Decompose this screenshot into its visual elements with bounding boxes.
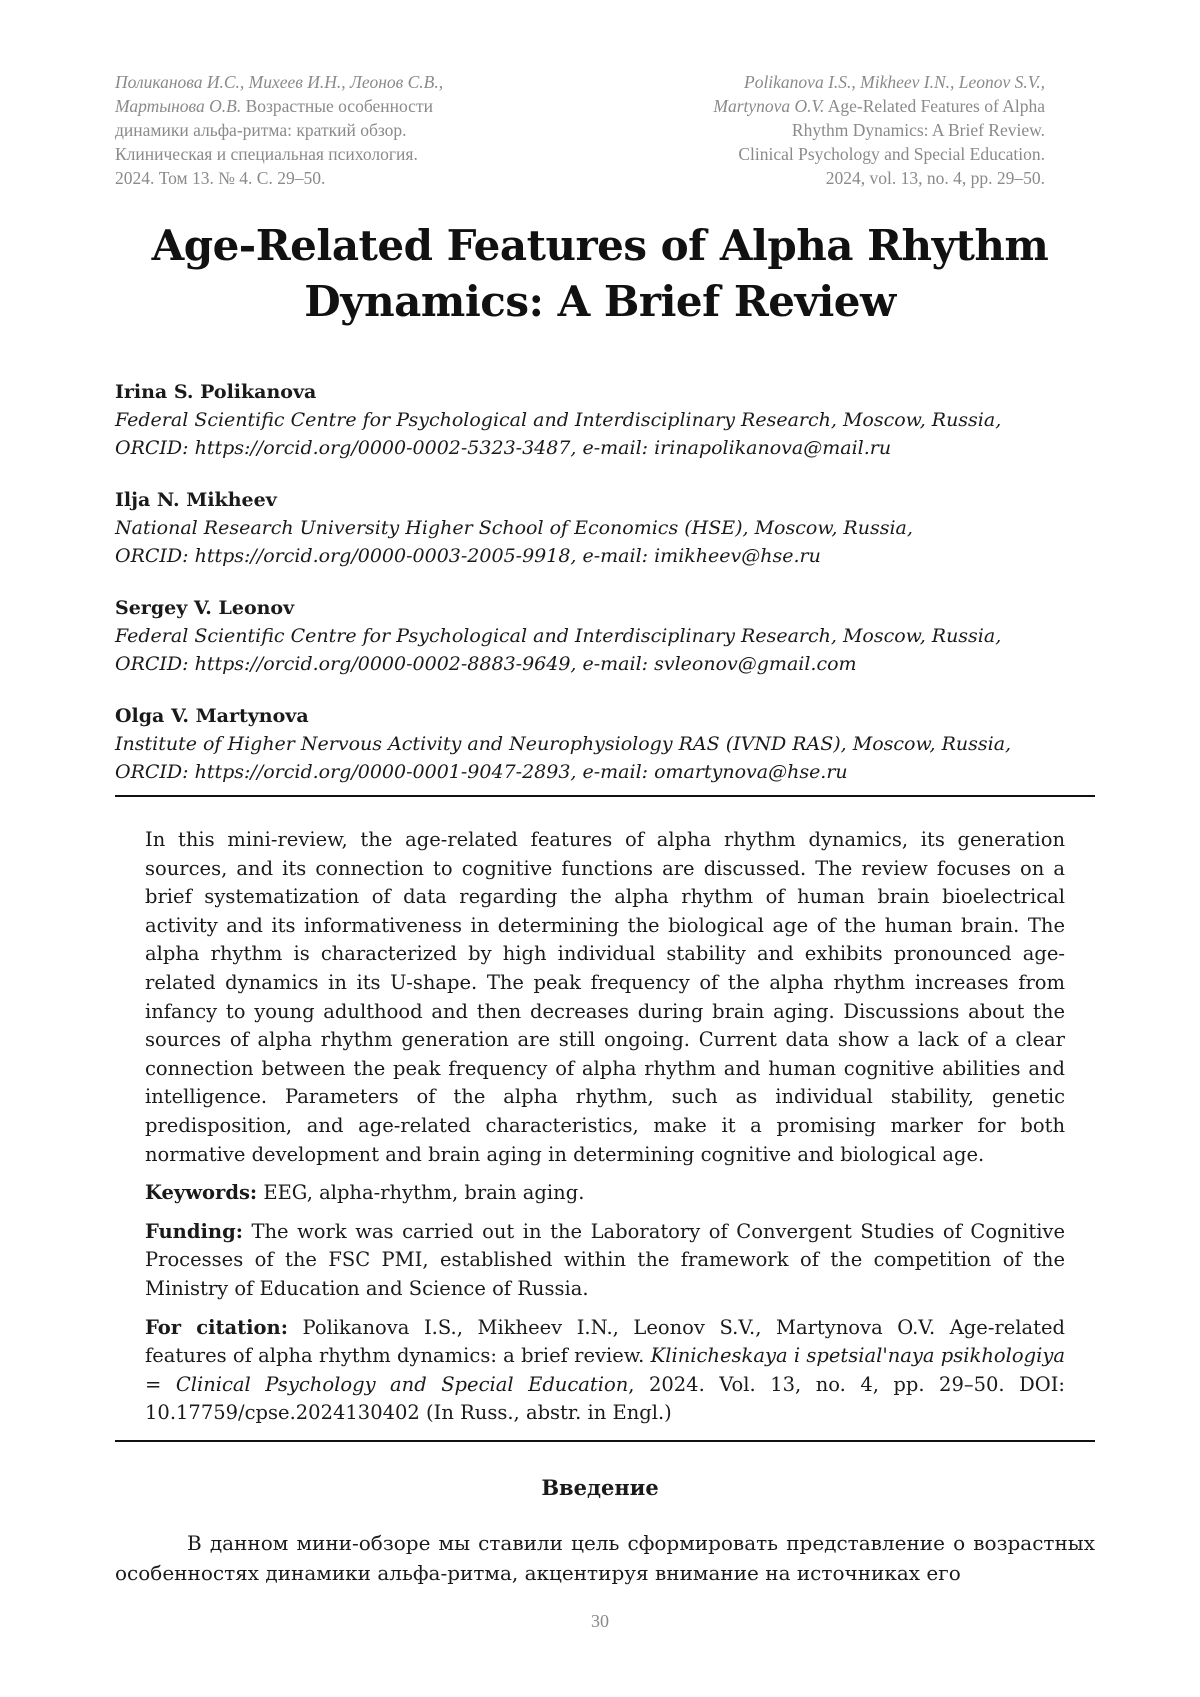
section-heading: Введение <box>541 1475 659 1500</box>
author-contact[interactable]: ORCID: https://orcid.org/0000-0002-8883-9649, e-mail: svleonov@gmail.com <box>115 653 857 675</box>
article-title-line2: Dynamics: A Brief Review <box>304 277 896 326</box>
citation-label: For citation: <box>145 1315 288 1339</box>
divider-bottom <box>115 1440 1095 1442</box>
author-entry <box>115 702 1095 786</box>
author-affiliation: Federal Scientific Centre for Psychological and Interdisciplinary Research, Moscow, Russia, <box>115 409 1002 431</box>
author-name: Ilja N. Mikheev <box>115 489 277 511</box>
article-title-line1: Age-Related Features of Alpha Rhythm <box>151 221 1049 270</box>
header-authors-en: Polikanova I.S., Mikheev I.N., Leonov S.V., <box>744 72 1045 92</box>
keywords-text: EEG, alpha-rhythm, brain aging. <box>257 1181 585 1205</box>
header-citation-ru: 2024. Том 13. № 4. С. 29–50. <box>115 168 326 188</box>
keywords-label: Keywords: <box>145 1181 258 1205</box>
body-paragraph: В данном мини-обзоре мы ставили цель сформировать представление о возрастных особенностях динамики альфа-ритма, акцентируя внимание на источниках его <box>115 1531 1095 1585</box>
citation-journal: Klinicheskaya i spetsial'naya psikhologiya = Clinical Psychology and Special Education <box>145 1344 1065 1396</box>
page-number: 30 <box>591 1611 609 1631</box>
running-header <box>115 70 1045 190</box>
running-header-russian <box>115 70 545 190</box>
author-contact[interactable]: ORCID: https://orcid.org/0000-0001-9047-2893, e-mail: omartynova@hse.ru <box>115 761 848 783</box>
funding <box>145 1218 1065 1304</box>
author-affiliation: National Research University Higher School of Economics (HSE), Moscow, Russia, <box>115 517 913 539</box>
citation-text: Polikanova I.S., Mikheev I.N., Leonov S.V., Martynova O.V. Age-related features of alpha rhythm dynamics: a brief review. <box>145 1315 1065 1368</box>
header-title-en-part: Age-Related Features of Alpha <box>824 96 1045 116</box>
header-author-ru-last: Мартынова О.В. <box>115 96 242 116</box>
funding-text: The work was carried out in the Laboratory of Convergent Studies of Cognitive Processes of the FSC PMI, established within the framework of the competition of the Ministry of Education and Science of Russia. <box>145 1219 1065 1300</box>
author-entry <box>115 378 1095 462</box>
keywords <box>145 1179 1065 1208</box>
author-contact[interactable]: ORCID: https://orcid.org/0000-0003-2005-9918, e-mail: imikheev@hse.ru <box>115 545 821 567</box>
header-title-en-line <box>615 94 1045 118</box>
abstract-block <box>145 826 1065 1438</box>
header-authors-ru: Поликанова И.С., Михеев И.Н., Леонов С.В., <box>115 72 444 92</box>
author-entry <box>115 594 1095 678</box>
author-name: Irina S. Polikanova <box>115 381 317 403</box>
author-contact[interactable]: ORCID: https://orcid.org/0000-0002-5323-3487, e-mail: irinapolikanova@mail.ru <box>115 437 892 459</box>
author-list <box>115 378 1095 810</box>
header-author-en-last: Martynova O.V. <box>713 96 825 116</box>
header-journal-en: Clinical Psychology and Special Education. <box>738 144 1045 164</box>
funding-label: Funding: <box>145 1219 243 1243</box>
citation-details: , 2024. Vol. 13, no. 4, pp. 29–50. DOI: 10.17759/cpse.2024130402 (In Russ., abstr. in Engl.) <box>145 1372 1065 1425</box>
author-name: Olga V. Martynova <box>115 705 309 727</box>
running-header-english <box>615 70 1045 190</box>
author-affiliation: Institute of Higher Nervous Activity and Neurophysiology RAS (IVND RAS), Moscow, Russia, <box>115 733 1012 755</box>
header-title-ru-line2: динамики альфа-ритма: краткий обзор. <box>115 120 407 140</box>
header-citation-en: 2024, vol. 13, no. 4, pp. 29–50. <box>825 168 1045 188</box>
author-affiliation: Federal Scientific Centre for Psychological and Interdisciplinary Research, Moscow, Russia, <box>115 625 1002 647</box>
citation <box>145 1314 1065 1428</box>
divider-top <box>115 795 1095 797</box>
article-title <box>90 218 1110 330</box>
header-title-ru-part: Возрастные особенности <box>241 96 433 116</box>
author-name: Sergey V. Leonov <box>115 597 295 619</box>
header-title-en-line2: Rhythm Dynamics: A Brief Review. <box>791 120 1045 140</box>
header-journal-ru: Клиническая и специальная психология. <box>115 144 418 164</box>
abstract-text: In this mini-review, the age-related features of alpha rhythm dynamics, its generation sources, and its connection to cognitive functions are discussed. The review focuses on a brief systematization of data regarding the alpha rhythm of human brain bioelectrical activity and its informativeness in determining the biological age of the human brain. The alpha rhythm is characterized by high individual stability and exhibits pronounced age-related dynamics in its U-shape. The peak frequency of the alpha rhythm increases from infancy to young adulthood and then decreases during brain aging. Discussions about the sources of alpha rhythm generation are still ongoing. Current data show a lack of a clear connection between the peak frequency of alpha rhythm and human cognitive abilities and intelligence. Parameters of the alpha rhythm, such as individual stability, genetic predisposition, and age-related characteristics, make it a promising marker for both normative development and brain aging in determining cognitive and biological age. <box>145 828 1065 1166</box>
author-entry <box>115 486 1095 570</box>
header-title-ru-line <box>115 94 545 118</box>
